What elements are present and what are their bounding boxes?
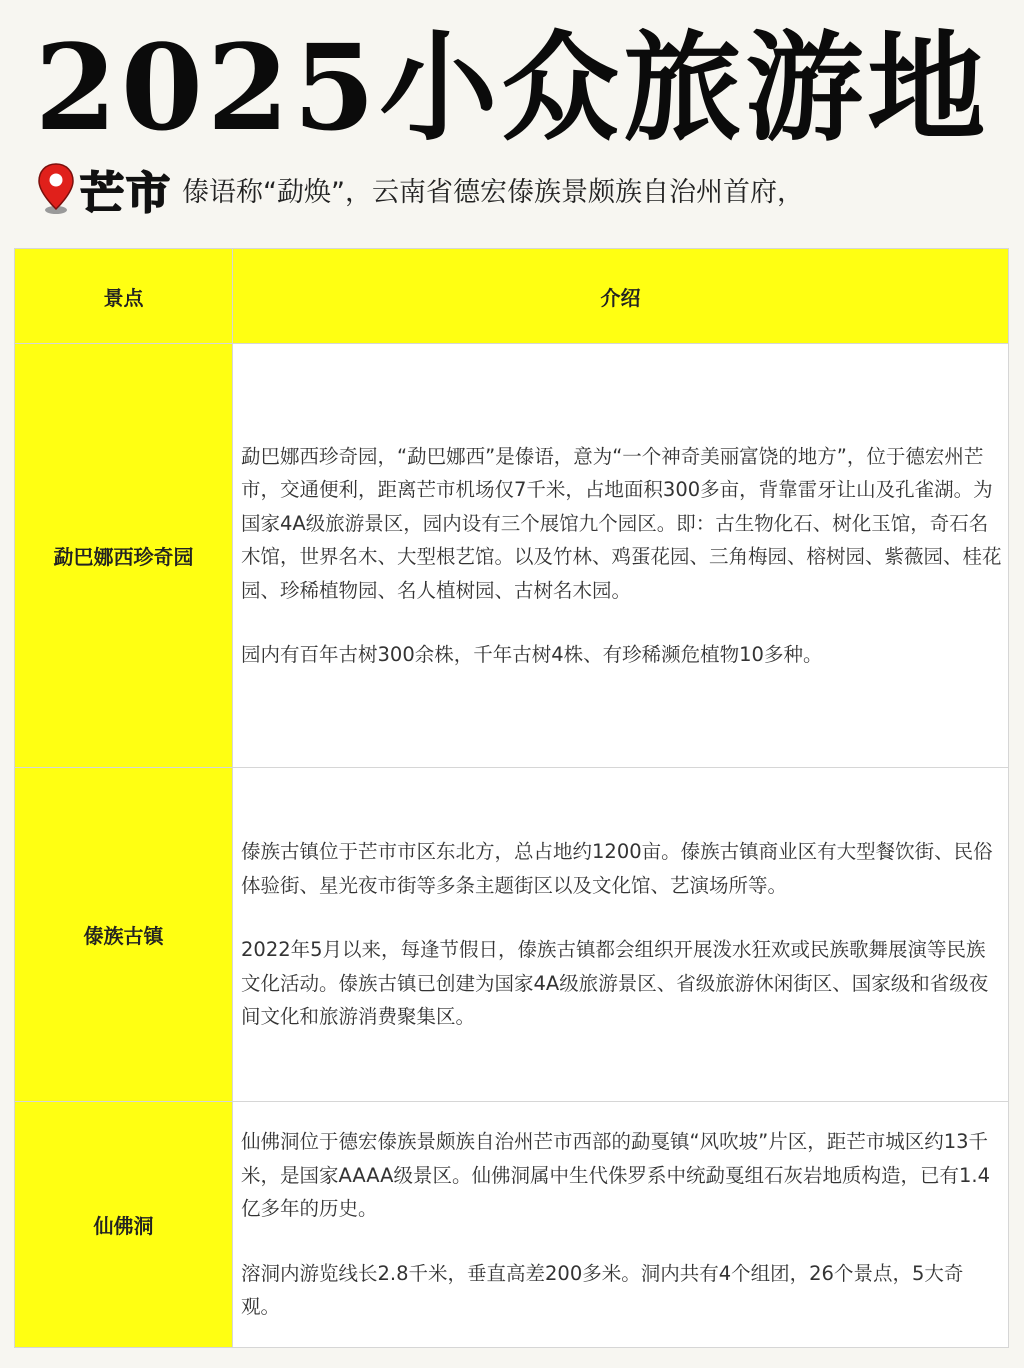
- attraction-description: [233, 344, 1009, 768]
- map-pin-icon: [36, 162, 76, 216]
- attractions-table: [14, 248, 1009, 1348]
- attraction-description: [233, 768, 1009, 1102]
- table-row: [15, 768, 1009, 1102]
- attraction-description: [233, 1102, 1009, 1348]
- header-introduction: 介绍: [233, 249, 1009, 344]
- subtitle-bar: [36, 158, 1016, 220]
- attraction-name: 傣族古镇: [15, 768, 233, 1102]
- description-paragraph: 勐巴娜西珍奇园，“勐巴娜西”是傣语，意为“一个神奇美丽富饶的地方”，位于德宏州芒市，交通便利，距离芒市机场仅7千米，占地面积300多亩，背靠雷牙让山及孔雀湖。为国家4A级旅游景区，园内设有三个展馆九个园区。即：古生物化石、树化玉馆，奇石名木馆，世界名木、大型根艺馆。以及竹林、鸡蛋花园、三角梅园、榕树园、紫薇园、桂花园、珍稀植物园、名人植树园、古树名木园。: [241, 444, 1002, 602]
- city-name: 芒市: [80, 168, 172, 219]
- description-paragraph: 溶洞内游览线长2.8千米，垂直高差200多米。洞内共有4个组团，26个景点，5大奇观。: [241, 1261, 964, 1319]
- attraction-name: 仙佛洞: [15, 1102, 233, 1348]
- description-paragraph: 仙佛洞位于德宏傣族景颇族自治州芒市西部的勐戛镇“风吹坡”片区，距芒市城区约13千米，是国家AAAA级景区。仙佛洞属中生代侏罗系中统勐戛组石灰岩地质构造，已有1.4亿多年的历史。: [241, 1130, 990, 1221]
- attraction-name: 勐巴娜西珍奇园: [15, 344, 233, 768]
- city-intro: 傣语称“勐焕”，云南省德宏傣族景颇族自治州首府，: [182, 176, 804, 208]
- description-paragraph: 2022年5月以来，每逢节假日，傣族古镇都会组织开展泼水狂欢或民族歌舞展演等民族文化活动。傣族古镇已创建为国家4A级旅游景区、省级旅游休闲街区、国家级和省级夜间文化和旅游消费聚集区。: [241, 938, 989, 1029]
- header-attraction: 景点: [15, 249, 233, 344]
- table-row: [15, 344, 1009, 768]
- table-row: [15, 1102, 1009, 1348]
- table-header-row: [15, 249, 1009, 344]
- page-title: 2025小众旅游地: [34, 18, 990, 157]
- description-paragraph: 傣族古镇位于芒市市区东北方，总占地约1200亩。傣族古镇商业区有大型餐饮街、民俗体验街、星光夜市街等多条主题街区以及文化馆、艺演场所等。: [241, 840, 993, 897]
- description-paragraph: 园内有百年古树300余株，千年古树4株、有珍稀濒危植物10多种。: [241, 643, 823, 666]
